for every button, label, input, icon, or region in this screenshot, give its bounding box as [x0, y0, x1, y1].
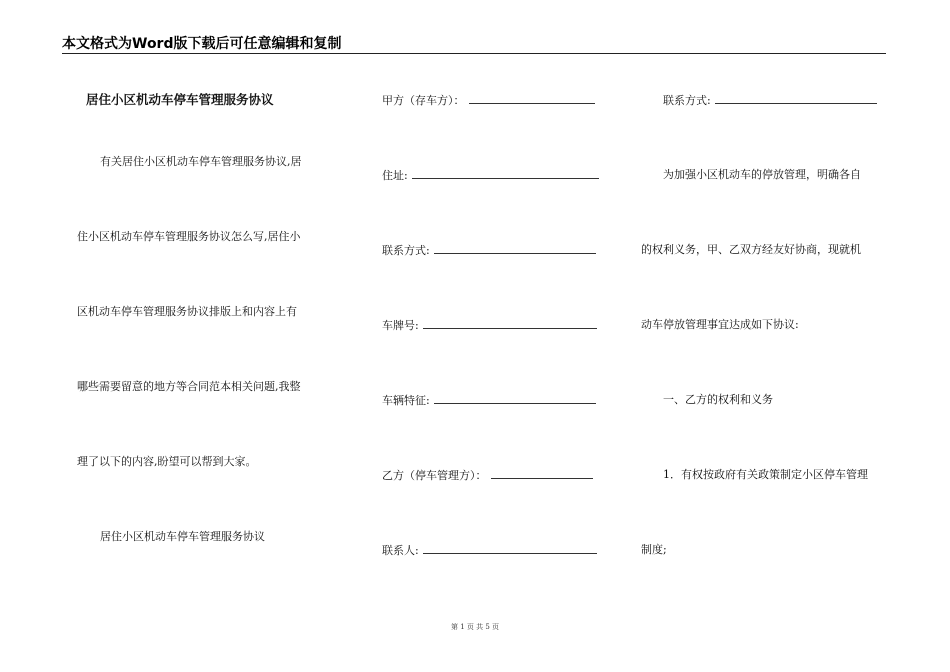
- field-label: 车辆特征:: [382, 394, 430, 407]
- paragraph-line: 哪些需要留意的地方等合同范本相关问题,我整: [77, 380, 301, 393]
- field-label: 联系方式:: [663, 94, 711, 107]
- blank-line: [423, 318, 597, 329]
- field-label: 联系人:: [382, 544, 419, 557]
- contact-person-field: [382, 543, 597, 558]
- paragraph-line: 的权利义务，甲、乙双方经友好协商，现就机: [641, 243, 861, 256]
- address-field: [382, 168, 599, 183]
- document-header: [62, 33, 886, 54]
- paragraph-line: 理了以下的内容,盼望可以帮到大家。: [77, 455, 257, 468]
- paragraph-line: 1．有权按政府有关政策制定小区停车管理: [663, 468, 868, 481]
- document-title: 居住小区机动车停车管理服务协议: [86, 92, 274, 107]
- field-label: 甲方（存车方）：: [382, 94, 465, 107]
- field-label: 住址:: [382, 169, 408, 182]
- contact-field: [382, 243, 596, 258]
- field-label: 车牌号:: [382, 319, 419, 332]
- blank-line: [423, 543, 597, 554]
- blank-line: [469, 93, 595, 104]
- contact-field-right: [663, 93, 877, 108]
- paragraph-line: 动车停放管理事宜达成如下协议:: [641, 318, 799, 331]
- blank-line: [412, 168, 599, 179]
- section-heading: 居住小区机动车停车管理服务协议: [100, 530, 265, 543]
- blank-line: [434, 393, 596, 404]
- blank-line: [491, 468, 593, 479]
- section-heading: 一、乙方的权利和义务: [663, 393, 773, 406]
- paragraph-line: 为加强小区机动车的停放管理，明确各自: [663, 168, 861, 181]
- plate-number-field: [382, 318, 597, 333]
- blank-line: [715, 93, 877, 104]
- page-number: 第 1 页 共 5 页: [450, 623, 500, 631]
- paragraph-line: 住小区机动车停车管理服务协议怎么写,居住小: [77, 230, 301, 243]
- field-label: 联系方式:: [382, 244, 430, 257]
- blank-line: [434, 243, 596, 254]
- paragraph-line: 区机动车停车管理服务协议排版上和内容上有: [77, 305, 297, 318]
- party-b-field: [382, 468, 593, 483]
- field-label: 乙方（停车管理方）：: [382, 469, 487, 482]
- paragraph-line: 制度;: [641, 543, 667, 556]
- header-title: 本文格式为Word版下载后可任意编辑和复制: [62, 36, 342, 52]
- vehicle-features-field: [382, 393, 596, 408]
- paragraph-line: 有关居住小区机动车停车管理服务协议,居: [100, 155, 302, 168]
- party-a-field: [382, 93, 595, 108]
